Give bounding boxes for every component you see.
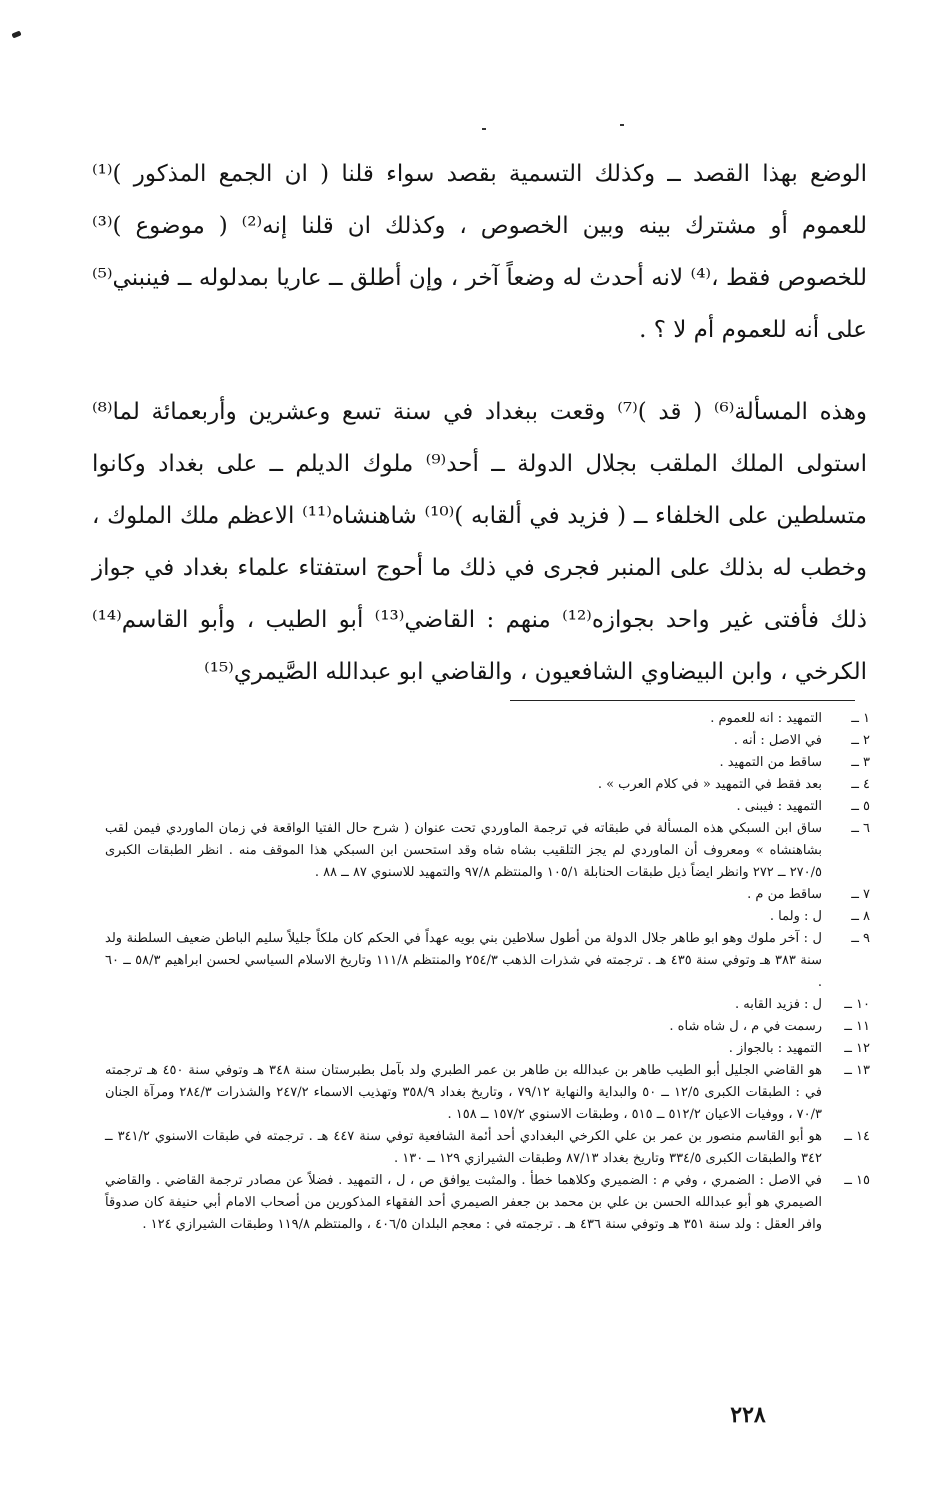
footnote-text: ساق ابن السبكي هذه المسألة في طبقاته في ترجمة الماوردي تحت عنوان ( شرح حال الفتيا الواقعة في زمان الماوردي فيمن لقب بشاهنشاه » ومعروف أن الماوردي لم يجز التلقيب بشاه شاه وقد استحسن ابن السبكي هذا الموقف منه . انظر الطبقات الكبرى ٢٧٠/٥ ــ ٢٧٢ وانظر ايضاً ذيل طبقات الحنابلة ١٠٥/١ والمنتظم ٩٧/٨ والتمهيد للاسنوي ٨٧ ــ ٨٨ . bbox=[105, 821, 822, 880]
paragraph-2: وهذه المسألة⁽⁶⁾ ( قد )⁽⁷⁾ وقعت ببغداد في سنة تسع وعشرين وأربعمائة لما⁽⁸⁾ استولى الملك الملقب بجلال الدولة ــ أحد⁽⁹⁾ ملوك الديلم ــ على بغداد وكانوا متسلطين على الخلفاء ــ ( فزيد في ألقابه )⁽¹⁰⁾ شاهنشاه⁽¹¹⁾ الاعظم ملك الملوك ، وخطب له بذلك على المنبر فجرى في ذلك ما أحوج استفتاء علماء بغداد في جواز ذلك فأفتى غير واحد بجوازه⁽¹²⁾ منهم : القاضي⁽¹³⁾ أبو الطيب ، وأبو القاسم⁽¹⁴⁾ الكرخي ، وابن البيضاوي الشافعيون ، والقاضي ابو عبدالله الصَّيمري⁽¹⁵⁾ bbox=[92, 399, 867, 685]
footnote-item bbox=[105, 1126, 870, 1170]
footnote-text: التمهيد : انه للعموم . bbox=[710, 711, 822, 726]
main-text bbox=[92, 148, 867, 698]
footnote-text: رسمت في م ، ل شاه شاه . bbox=[669, 1019, 822, 1034]
footnote-number: ١٠ ــ bbox=[844, 997, 870, 1012]
footnote-item bbox=[105, 1038, 870, 1060]
footnote-item bbox=[105, 730, 870, 752]
paragraph-1: الوضع بهذا القصد ــ وكذلك التسمية بقصد سواء قلنا ( ان الجمع المذكور )⁽¹⁾ للعموم أو مشترك بينه وبين الخصوص ، وكذلك ان قلنا إنه⁽²⁾ ( موضوع )⁽³⁾ للخصوص فقط ،⁽⁴⁾ لانه أحدث له وضعاً آخر ، وإن أطلق ــ عاريا بمدلوله ــ فينبني⁽⁵⁾ على أنه للعموم أم لا ؟ . bbox=[92, 161, 867, 343]
footnote-item bbox=[105, 796, 870, 818]
footnote-number: ٨ ــ bbox=[851, 909, 870, 924]
footnote-number: ١ ــ bbox=[851, 711, 870, 726]
footnote-number: ١٥ ــ bbox=[844, 1173, 870, 1188]
page-number: ٢٢٨ bbox=[730, 1402, 766, 1428]
footnote-item bbox=[105, 1060, 870, 1126]
footnote-number: ١٢ ــ bbox=[844, 1041, 870, 1056]
footnote-text: هو أبو القاسم منصور بن عمر بن علي الكرخي البغدادي أحد أئمة الشافعية توفي سنة ٤٤٧ هـ . ترجمته في طبقات الاسنوي ٣٤١/٢ ــ ٣٤٢ والطبقات الكبرى ٣٣٤/٥ وتاريخ بغداد ٨٧/١٣ وطبقات الشيرازي ١٢٩ ــ ١٣٠ . bbox=[105, 1129, 822, 1166]
footnote-text: بعد فقط في التمهيد « في كلام العرب » . bbox=[597, 777, 822, 792]
footnote-item bbox=[105, 774, 870, 796]
ink-speck bbox=[620, 124, 624, 126]
footnote-number: ١١ ــ bbox=[844, 1019, 870, 1034]
footnotes bbox=[105, 708, 870, 1236]
footnote-separator bbox=[510, 700, 855, 701]
footnote-item bbox=[105, 884, 870, 906]
footnote-text: التمهيد : بالجواز . bbox=[728, 1041, 822, 1056]
footnote-text: هو القاضي الجليل أبو الطيب طاهر بن عبدالله بن طاهر بن عمر الطبري ولد بآمل بطبرستان سنة ٣٤٨ هـ وتوفي سنة ٤٥٠ هـ ترجمته في : الطبقات الكبرى ١٢/٥ ــ ٥٠ والبداية والنهاية ٧٩/١٢ ، وتاريخ بغداد ٣٥٨/٩ وتهذيب الاسماء ٢٤٧/٢ والشذرات ٢٨٤/٣ ومرآة الجنان ٧٠/٣ ، ووفيات الاعيان ٥١٢/٢ ــ ٥١٥ ، وطبقات الاسنوي ١٥٧/٢ ــ ١٥٨ . bbox=[105, 1063, 823, 1122]
footnote-number: ٤ ــ bbox=[851, 777, 870, 792]
scan-mark bbox=[11, 30, 21, 38]
footnote-item bbox=[105, 994, 870, 1016]
footnote-item bbox=[105, 1016, 870, 1038]
footnote-number: ٥ ــ bbox=[851, 799, 870, 814]
footnote-text: في الاصل : أنه . bbox=[733, 733, 822, 748]
footnote-item bbox=[105, 906, 870, 928]
footnote-item bbox=[105, 708, 870, 730]
footnote-text: ل : آخر ملوك وهو ابو طاهر جلال الدولة من أطول سلاطين بني بويه عهداً في الحكم كان ملكاً جليلاً سليم الباطن ضعيف السلطنة ولد سنة ٣٨٣ هـ وتوفي سنة ٤٣٥ هـ . ترجمته في شذرات الذهب ٢٥٤/٣ والمنتظم ١١١/٨ وتاريخ الاسلام السياسي لحسن ابراهيم ٥٨/٣ ــ ٦٠ . bbox=[105, 931, 822, 990]
footnote-number: ٦ ــ bbox=[851, 821, 870, 836]
footnote-number: ٧ ــ bbox=[851, 887, 870, 902]
footnote-number: ٢ ــ bbox=[851, 733, 870, 748]
footnote-text: ساقط من م . bbox=[747, 887, 822, 902]
footnote-number: ٣ ــ bbox=[851, 755, 870, 770]
footnote-item bbox=[105, 1170, 870, 1236]
footnote-number: ١٤ ــ bbox=[844, 1129, 870, 1144]
footnote-number: ١٣ ــ bbox=[844, 1063, 870, 1078]
footnote-text: ساقط من التمهيد . bbox=[719, 755, 822, 770]
footnote-item bbox=[105, 928, 870, 994]
ink-speck bbox=[482, 128, 486, 130]
footnote-text: في الاصل : الضمري ، وفي م : الضميري وكلاهما خطأ . والمثبت يوافق ص ، ل ، التمهيد . فضلاً عن مصادر ترجمة القاضي . والقاضي الصيمري هو أبو عبدالله الحسن بن علي بن محمد بن جعفر الصيمري أحد الفقهاء المذكورين من أصحاب الامام أبي حنيفة كان صدوقاً وافر العقل : ولد سنة ٣٥١ هـ وتوفي سنة ٤٣٦ هـ . ترجمته في : معجم البلدان ٤٠٦/٥ ، والمنتظم ١١٩/٨ وطبقات الشيرازي ١٢٤ . bbox=[105, 1173, 822, 1232]
footnote-text: التمهيد : فيبنى . bbox=[736, 799, 822, 814]
footnote-item bbox=[105, 752, 870, 774]
footnote-number: ٩ ــ bbox=[851, 931, 870, 946]
footnote-text: ل : ولما . bbox=[769, 909, 822, 924]
footnote-text: ل : فزيد القابه . bbox=[734, 997, 822, 1012]
footnote-item bbox=[105, 818, 870, 884]
